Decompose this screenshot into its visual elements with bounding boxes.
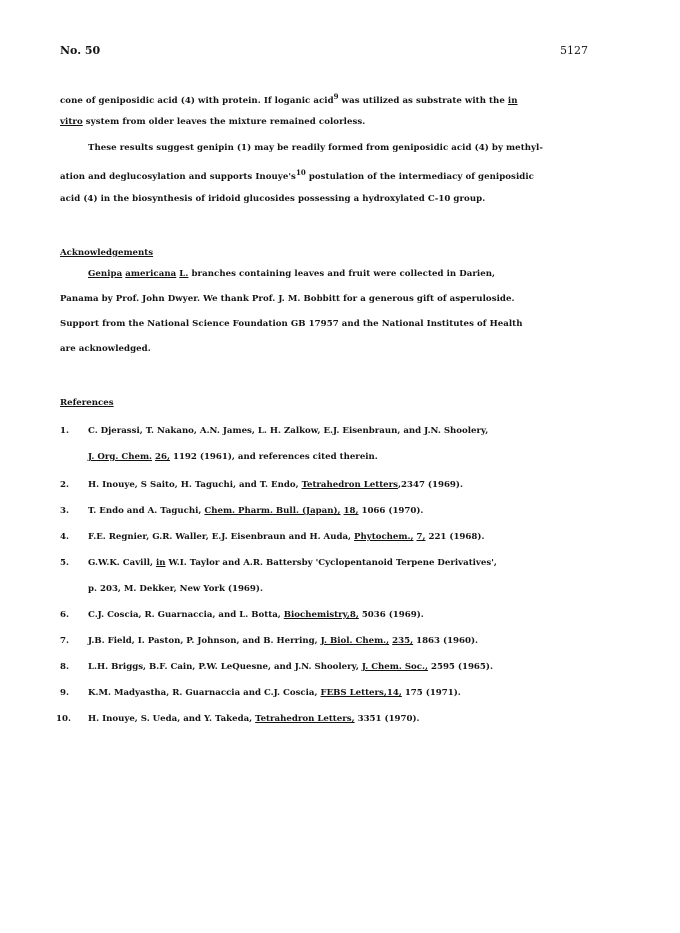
paragraph-2-line-2	[60, 168, 534, 182]
text-segment: 1863 (1960).	[413, 636, 479, 646]
volume: 26,	[155, 452, 170, 462]
reference-text	[88, 714, 420, 724]
text-segment: 1066 (1970).	[358, 506, 424, 516]
text-segment: 5036 (1969).	[358, 610, 424, 620]
footnote-marker: 10	[295, 168, 306, 177]
text-segment: system from older leaves the mixture remained colorless.	[82, 117, 366, 127]
journal-name: Biochemistry,	[283, 610, 350, 620]
text-segment: W.I. Taylor and A.R. Battersby 'Cyclopentanoid Terpene Derivatives',	[165, 558, 497, 568]
reference-text	[88, 688, 461, 698]
reference-number: 3.	[60, 506, 69, 516]
journal-name: FEBS Letters,	[320, 688, 387, 698]
species-author: L.	[179, 269, 189, 279]
volume: 14,	[386, 688, 402, 698]
journal-name: J. Chem. Soc.,	[361, 662, 428, 672]
text-segment: L.H. Briggs, B.F. Cain, P.W. LeQuesne, and J.N. Shoolery,	[88, 662, 362, 672]
text-segment: C.J. Coscia, R. Guarnaccia, and L. Botta,	[88, 610, 284, 620]
text-segment: postulation of the intermediacy of geniposidic	[305, 172, 534, 182]
reference-text	[88, 480, 463, 490]
reference-text	[88, 662, 493, 672]
journal-name: Phytochem.,	[354, 532, 414, 542]
text-segment: T. Endo and A. Taguchi,	[88, 506, 205, 516]
acknowledgements-heading: Acknowledgements	[60, 248, 154, 258]
text-segment: 221 (1968).	[425, 532, 485, 542]
reference-number: 5.	[60, 558, 69, 568]
volume: 7,	[416, 532, 426, 542]
paragraph-2-line-1: These results suggest genipin (1) may be readily formed from geniposidic acid (4) by methyl-	[88, 143, 543, 153]
references-heading: References	[60, 398, 114, 408]
reference-number: 8.	[60, 662, 69, 672]
journal-number: No. 50	[60, 44, 101, 57]
reference-text	[88, 532, 484, 542]
reference-number: 6.	[60, 610, 69, 620]
text-segment: H. Inouye, S Saito, H. Taguchi, and T. Endo,	[88, 480, 302, 490]
paragraph-1-line-1	[60, 92, 518, 106]
reference-number: 2.	[60, 480, 69, 490]
underlined-term: vitro	[60, 117, 83, 127]
reference-number: 7.	[60, 636, 69, 646]
reference-text: C. Djerassi, T. Nakano, A.N. James, L. H. Zalkow, E.J. Eisenbraun, and J.N. Shoolery,	[88, 426, 489, 436]
ack-line-1	[88, 269, 495, 279]
paragraph-1-line-2	[60, 117, 365, 127]
text-segment: K.M. Madyastha, R. Guarnaccia and C.J. Coscia,	[88, 688, 321, 698]
reference-text: p. 203, M. Dekker, New York (1969).	[88, 584, 263, 594]
underlined-term: in	[507, 96, 518, 106]
text-segment: was utilized as substrate with the	[338, 96, 508, 106]
reference-number: 4.	[60, 532, 69, 542]
text-segment: cone of geniposidic acid (4) with protein. If loganic acid	[60, 96, 334, 106]
text-segment: J.B. Field, I. Paston, P. Johnson, and B. Herring,	[88, 636, 321, 646]
journal-name: Tetrahedron Letters,	[255, 714, 355, 724]
ack-line-4: are acknowledged.	[60, 344, 151, 354]
text-segment: 175 (1971).	[401, 688, 461, 698]
text-segment: ation and deglucosylation and supports Inouye's	[60, 172, 296, 182]
text-segment: branches containing leaves and fruit were collected in Darien,	[188, 269, 496, 279]
text-segment: 3351 (1970).	[354, 714, 420, 724]
reference-number: 9.	[60, 688, 69, 698]
footnote-marker: 9	[333, 92, 339, 101]
underlined-term: in	[155, 558, 166, 568]
page-number: 5127	[560, 44, 588, 57]
text-segment: H. Inouye, S. Ueda, and Y. Takeda,	[88, 714, 256, 724]
reference-number: 1.	[60, 426, 69, 436]
species-name: americana	[125, 269, 177, 279]
journal-name: Tetrahedron Letters	[301, 480, 399, 490]
text-segment: 2595 (1965).	[428, 662, 493, 672]
reference-text	[88, 636, 478, 646]
volume: 235,	[392, 636, 414, 646]
ack-line-3: Support from the National Science Foundation GB 17957 and the National Institutes of Health	[60, 319, 523, 329]
journal-name: J. Biol. Chem.,	[320, 636, 390, 646]
text-segment: 1192 (1961), and references cited therein.	[169, 452, 378, 462]
paragraph-2-line-3: acid (4) in the biosynthesis of iridoid glucosides possessing a hydroxylated C-10 group.	[60, 194, 486, 204]
text-segment: G.W.K. Cavill,	[88, 558, 156, 568]
reference-text	[88, 558, 497, 568]
reference-text	[88, 506, 423, 516]
journal-name: Chem. Pharm. Bull. (Japan),	[204, 506, 341, 516]
reference-number: 10.	[56, 714, 71, 724]
species-genus: Genipa	[88, 269, 123, 279]
volume: 8,	[349, 610, 359, 620]
ack-line-2: Panama by Prof. John Dwyer. We thank Prof. J. M. Bobbitt for a generous gift of asperuloside.	[60, 294, 515, 304]
volume: 18,	[343, 506, 359, 516]
journal-name: J. Org. Chem.	[88, 452, 153, 462]
text-segment: ,2347 (1969).	[398, 480, 463, 490]
reference-text	[88, 610, 424, 620]
reference-text	[88, 452, 378, 462]
text-segment: F.E. Regnier, G.R. Waller, E.J. Eisenbraun and H. Auda,	[88, 532, 355, 542]
